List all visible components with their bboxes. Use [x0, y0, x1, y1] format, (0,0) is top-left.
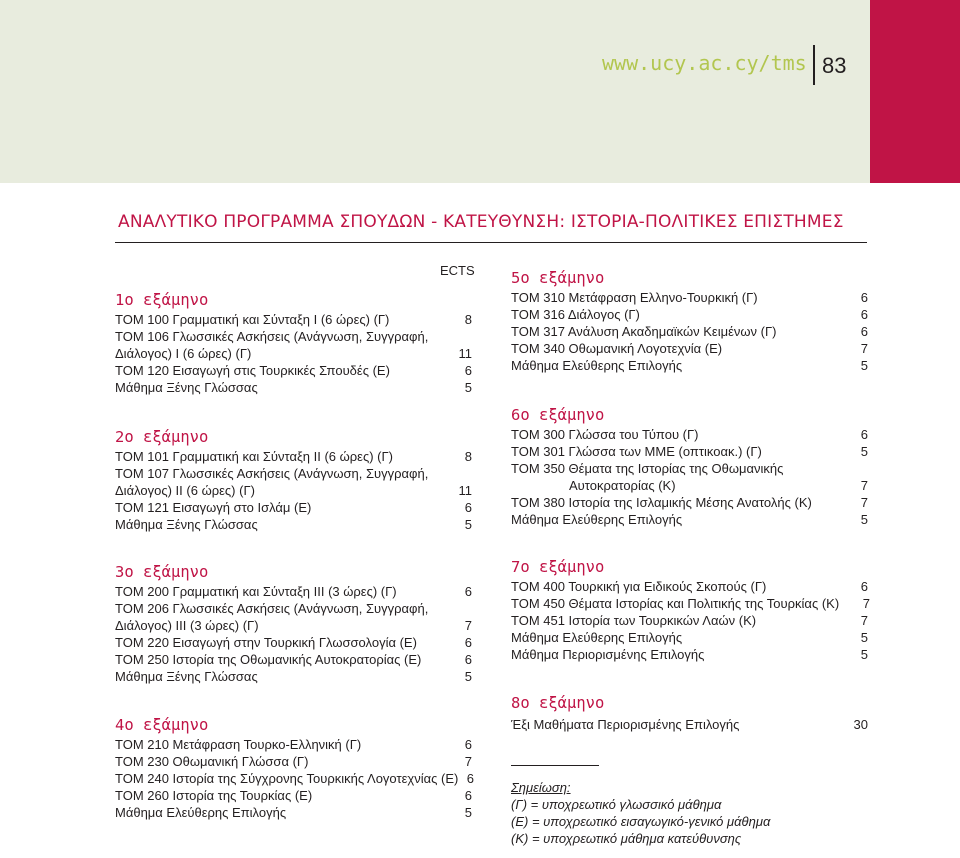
course-name: ΤΟΜ 316 Διάλογος (Γ) [511, 307, 640, 322]
course-ects: 5 [464, 380, 472, 395]
semester-block [115, 561, 472, 685]
course-name: ΤΟΜ 400 Τουρκική για Ειδικούς Σκοπούς (Γ) [511, 579, 767, 594]
course-row [511, 426, 868, 443]
course-name: Μάθημα Ελεύθερης Επιλογής [511, 358, 683, 373]
course-name: Μάθημα Ελεύθερης Επιλογής [511, 512, 683, 527]
course-ects: 8 [464, 449, 472, 464]
course-ects: 5 [860, 512, 868, 527]
semester-title: 8ο εξάμηνο [511, 694, 605, 712]
course-name: Μάθημα Ξένης Γλώσσας [115, 517, 258, 532]
title-divider [115, 242, 867, 243]
semester-title: 4ο εξάμηνο [115, 716, 209, 734]
course-ects: 30 [853, 717, 868, 732]
course-row [115, 328, 472, 345]
page-title: ΑΝΑΛΥΤΙΚΟ ΠΡΟΓΡΑΜΜΑ ΣΠΟΥΔΩΝ - ΚΑΤΕΥΘΥΝΣΗ: ΙΣΤΟΡΙΑ-ΠΟΛΙΤΙΚΕΣ ΕΠΙΣΤΗΜΕΣ [118, 212, 844, 232]
course-name: ΤΟΜ 230 Οθωμανική Γλώσσα (Γ) [115, 754, 309, 769]
course-name: ΤΟΜ 310 Μετάφραση Ελληνο-Τουρκική (Γ) [511, 290, 758, 305]
semester-block [511, 267, 868, 374]
course-ects: 7 [860, 495, 868, 510]
legend-item: (Κ) = υποχρεωτικό μάθημα κατεύθυνσης [511, 831, 742, 846]
course-ects: 7 [860, 478, 868, 493]
semester-title: 2ο εξάμηνο [115, 428, 209, 446]
course-ects: 6 [464, 788, 472, 803]
course-ects: 6 [860, 290, 868, 305]
course-row [115, 804, 472, 821]
course-ects: 5 [860, 630, 868, 645]
semester-block [115, 714, 472, 821]
semester-block [511, 692, 868, 714]
course-row [511, 716, 868, 733]
course-ects: 7 [862, 596, 870, 611]
course-row [115, 448, 472, 465]
course-name: ΤΟΜ 106 Γλωσσικές Ασκήσεις (Ανάγνωση, Συγγραφή, [115, 329, 429, 344]
course-ects: 7 [860, 613, 868, 628]
page-number: 83 [822, 53, 847, 78]
course-name: ΤΟΜ 250 Ιστορία της Οθωμανικής Αυτοκρατορίας (Ε) [115, 652, 422, 667]
course-ects: 11 [458, 483, 472, 498]
course-ects: 6 [860, 427, 868, 442]
course-name: ΤΟΜ 317 Ανάλυση Ακαδημαϊκών Κειμένων (Γ) [511, 324, 777, 339]
course-ects: 5 [860, 358, 868, 373]
header-band [0, 0, 960, 183]
course-row [115, 583, 472, 600]
course-row [511, 511, 868, 528]
course-row [115, 516, 472, 533]
course-ects: 6 [464, 584, 472, 599]
course-row [115, 499, 472, 516]
course-row [115, 770, 472, 787]
course-ects: 5 [464, 517, 472, 532]
course-name: Μάθημα Ελεύθερης Επιλογής [511, 630, 683, 645]
course-row [511, 494, 868, 511]
course-ects: 5 [464, 669, 472, 684]
course-row [115, 311, 472, 328]
course-row [115, 379, 472, 396]
course-row [115, 668, 472, 685]
course-ects: 6 [860, 307, 868, 322]
course-name: ΤΟΜ 220 Εισαγωγή στην Τουρκική Γλωσσολογία (Ε) [115, 635, 417, 650]
course-name: ΤΟΜ 451 Ιστορία των Τουρκικών Λαών (Κ) [511, 613, 757, 628]
course-name-continued: Διάλογος) ΙΙΙ (3 ώρες) (Γ) [115, 618, 259, 633]
course-ects: 5 [860, 444, 868, 459]
course-name: Έξι Μαθήματα Περιορισμένης Επιλογής [511, 717, 740, 732]
semester-block [115, 289, 472, 396]
course-row-continuation [115, 345, 472, 362]
semester-title: 1ο εξάμηνο [115, 291, 209, 309]
course-name: ΤΟΜ 340 Οθωμανική Λογοτεχνία (Ε) [511, 341, 723, 356]
course-ects: 5 [464, 805, 472, 820]
legend-item: (Ε) = υποχρεωτικό εισαγωγικό-γενικό μάθημα [511, 814, 771, 829]
course-row [511, 612, 868, 629]
course-name: Μάθημα Περιορισμένης Επιλογής [511, 647, 705, 662]
course-row [115, 651, 472, 668]
ects-column-header: ECTS [440, 263, 475, 278]
semester-title: 7ο εξάμηνο [511, 558, 605, 576]
course-row [115, 787, 472, 804]
course-row [511, 460, 868, 477]
course-ects: 7 [860, 341, 868, 356]
course-row [115, 736, 472, 753]
legend-item: (Γ) = υποχρεωτικό γλωσσικό μάθημα [511, 797, 722, 812]
course-row-continuation [511, 477, 868, 494]
course-ects: 6 [860, 324, 868, 339]
course-name: ΤΟΜ 107 Γλωσσικές Ασκήσεις (Ανάγνωση, Συγγραφή, [115, 466, 429, 481]
course-ects: 6 [464, 652, 472, 667]
course-name: ΤΟΜ 101 Γραμματική και Σύνταξη ΙΙ (6 ώρες) (Γ) [115, 449, 393, 464]
course-name: Μάθημα Ξένης Γλώσσας [115, 669, 258, 684]
course-ects: 11 [458, 346, 472, 361]
course-row-continuation [115, 617, 472, 634]
course-name: ΤΟΜ 260 Ιστορία της Τουρκίας (Ε) [115, 788, 313, 803]
course-row [115, 465, 472, 482]
course-row [115, 362, 472, 379]
course-name: ΤΟΜ 301 Γλώσσα των ΜΜΕ (οπτικοακ.) (Γ) [511, 444, 762, 459]
section-color-tab [870, 0, 960, 183]
page-number-divider [813, 45, 815, 85]
course-name-continued: Αυτοκρατορίας (Κ) [569, 478, 676, 493]
course-name: ΤΟΜ 450 Θέματα Ιστορίας και Πολιτικής της Τουρκίας (Κ) [511, 596, 840, 611]
semester-title: 6ο εξάμηνο [511, 406, 605, 424]
course-name: Μάθημα Ελεύθερης Επιλογής [115, 805, 287, 820]
course-name-continued: Διάλογος) ΙΙ (6 ώρες) (Γ) [115, 483, 255, 498]
course-row [115, 600, 472, 617]
course-name: ΤΟΜ 121 Εισαγωγή στο Ισλάμ (Ε) [115, 500, 312, 515]
course-ects: 6 [466, 771, 474, 786]
course-name: ΤΟΜ 350 Θέματα της Ιστορίας της Οθωμανικής [511, 461, 784, 476]
course-ects: 6 [464, 363, 472, 378]
course-row [115, 634, 472, 651]
course-name: ΤΟΜ 120 Εισαγωγή στις Τουρκικές Σπουδές (Ε) [115, 363, 390, 378]
course-ects: 7 [464, 754, 472, 769]
course-row [511, 595, 868, 612]
course-row [511, 306, 868, 323]
semester-block [511, 556, 868, 663]
course-ects: 6 [860, 579, 868, 594]
site-url[interactable]: www.ucy.ac.cy/tms [602, 51, 807, 75]
course-name: Μάθημα Ξένης Γλώσσας [115, 380, 258, 395]
course-name: ΤΟΜ 380 Ιστορία της Ισλαμικής Μέσης Ανατολής (Κ) [511, 495, 812, 510]
course-row [511, 357, 868, 374]
course-name: ΤΟΜ 206 Γλωσσικές Ασκήσεις (Ανάγνωση, Συγγραφή, [115, 601, 429, 616]
course-row [511, 323, 868, 340]
legend-title: Σημείωση: [511, 780, 571, 795]
course-row [511, 646, 868, 663]
semester-title: 3ο εξάμηνο [115, 563, 209, 581]
course-name-continued: Διάλογος) Ι (6 ώρες) (Γ) [115, 346, 252, 361]
course-row [511, 289, 868, 306]
course-name: ΤΟΜ 200 Γραμματική και Σύνταξη ΙΙΙ (3 ώρες) (Γ) [115, 584, 397, 599]
course-name: ΤΟΜ 100 Γραμματική και Σύνταξη Ι (6 ώρες) (Γ) [115, 312, 390, 327]
course-row [115, 753, 472, 770]
course-name: ΤΟΜ 240 Ιστορία της Σύγχρονης Τουρκικής Λογοτεχνίας (Ε) [115, 771, 459, 786]
course-row [511, 578, 868, 595]
course-ects: 6 [464, 737, 472, 752]
course-ects: 5 [860, 647, 868, 662]
course-row [511, 629, 868, 646]
course-row [511, 443, 868, 460]
semester-block [511, 404, 868, 528]
course-ects: 6 [464, 635, 472, 650]
course-ects: 7 [464, 618, 472, 633]
legend [511, 779, 770, 847]
course-ects: 6 [464, 500, 472, 515]
course-row [511, 340, 868, 357]
course-ects: 8 [464, 312, 472, 327]
semester-block [115, 426, 472, 533]
legend-divider [511, 765, 599, 766]
course-name: ΤΟΜ 210 Μετάφραση Τουρκο-Ελληνική (Γ) [115, 737, 362, 752]
course-row-continuation [115, 482, 472, 499]
semester-title: 5ο εξάμηνο [511, 269, 605, 287]
course-name: ΤΟΜ 300 Γλώσσα του Τύπου (Γ) [511, 427, 699, 442]
